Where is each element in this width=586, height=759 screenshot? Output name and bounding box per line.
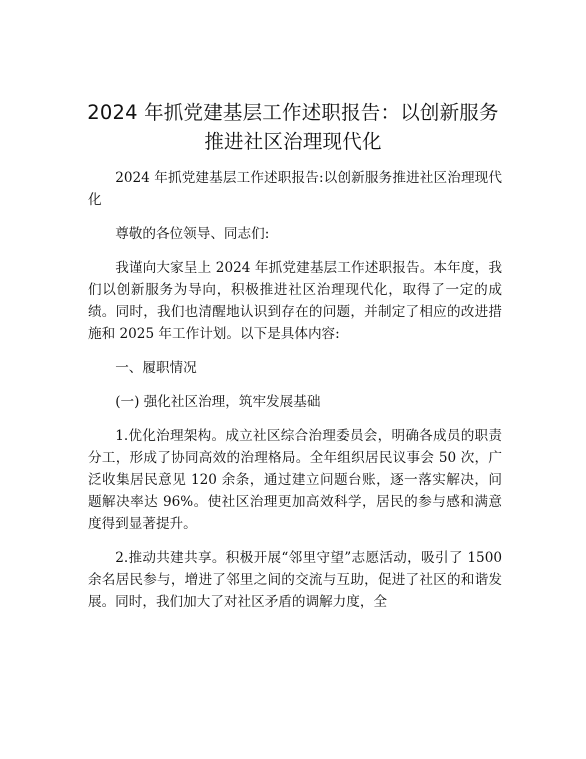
- greeting-paragraph: 尊敬的各位领导、同志们:: [115, 226, 270, 242]
- item-2-paragraph: 2.推动共建共享。积极开展“邻里守望”志愿活动，吸引了 1500 余名居民参与，增进了邻里之间的交流与互助，促进了社区的和谐发展。同时，我们加大了对社区矛盾的调解力度，全: [88, 550, 502, 610]
- subsection-heading: (一) 强化社区治理，筑牢发展基础: [115, 394, 321, 410]
- title-line-1: 2024 年抓党建基层工作述职报告：以创新服务: [87, 101, 499, 124]
- subtitle-paragraph: 2024 年抓党建基层工作述职报告:以创新服务推进社区治理现代化: [88, 170, 502, 208]
- document-body: [88, 167, 502, 613]
- title-line-2: 推进社区治理现代化: [204, 130, 382, 153]
- section-heading: 一、履职情况: [115, 360, 197, 376]
- document-title: [70, 98, 516, 156]
- intro-paragraph: 我谨向大家呈上 2024 年抓党建基层工作述职报告。本年度，我们以创新服务为导向，积极推进社区治理现代化，取得了一定的成绩。同时，我们也清醒地认识到存在的问题，并制定了相应的改进措施和 2025 年工作计划。以下是具体内容:: [88, 260, 502, 342]
- item-1-paragraph: 1.优化治理架构。成立社区综合治理委员会，明确各成员的职责分工，形成了协同高效的治理格局。全年组织居民议事会 50 次，广泛收集居民意见 120 余条，通过建立问题台账，逐一落实解决，问题解决率达 96%。使社区治理更加高效科学，居民的参与感和满意度得到显著提升。: [88, 428, 502, 532]
